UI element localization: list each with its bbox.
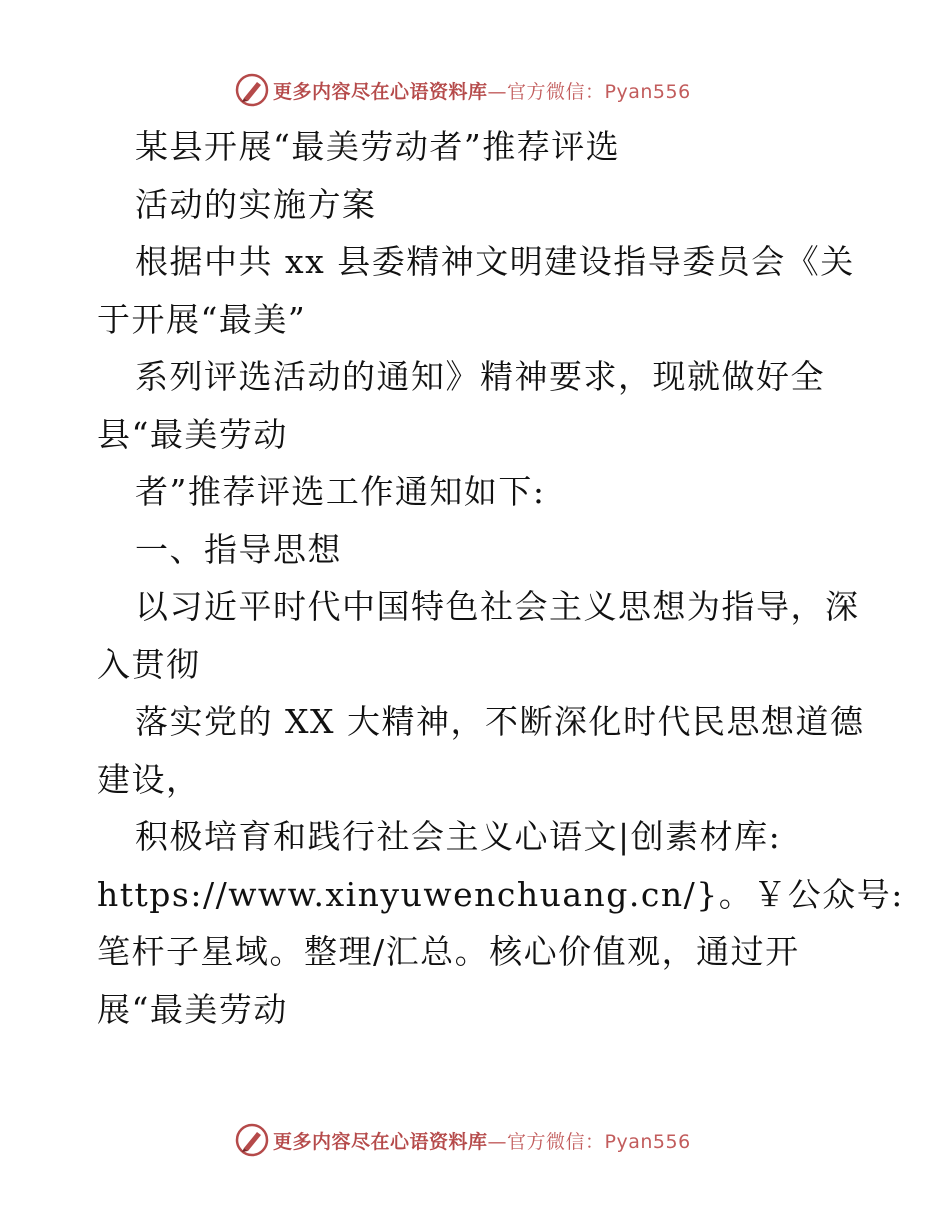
- footer-banner-text: [273, 1127, 691, 1154]
- paragraph-line: 入贯彻: [97, 644, 201, 684]
- paragraph-line: https://www.xinyuwenchuang.cn/}。￥公众号:: [97, 874, 904, 914]
- paragraph-line: 者”推荐评选工作通知如下:: [135, 472, 546, 511]
- header-banner-text: [273, 77, 691, 104]
- paragraph-line: 笔杆子星域。整理/汇总。核心价值观，通过开: [97, 932, 800, 971]
- pen-logo-icon: [235, 73, 269, 107]
- header-wechat-text: —官方微信：Pyan556: [487, 80, 691, 103]
- header-brand-text: 更多内容尽在心语资料库: [273, 80, 488, 103]
- document-title-line-1: 某县开展“最美劳动者”推荐评选: [135, 127, 621, 166]
- pen-logo-icon: [235, 1123, 269, 1157]
- footer-banner: [235, 1123, 755, 1157]
- document-title-line-2: 活动的实施方案: [135, 184, 377, 224]
- paragraph-line: 县“最美劳动: [97, 414, 288, 454]
- paragraph-line: 于开展“最美”: [97, 299, 307, 339]
- paragraph-line: 积极培育和践行社会主义心语文|创素材库:: [135, 817, 782, 856]
- paragraph-line: 落实党的 XX 大精神，不断深化时代民思想道德: [135, 702, 865, 741]
- paragraph-line: 建设，: [97, 759, 201, 799]
- header-banner: [235, 73, 755, 107]
- paragraph-line: 以习近平时代中国特色社会主义思想为指导，深: [135, 587, 860, 626]
- section-heading: 一、指导思想: [135, 529, 342, 569]
- paragraph-line: 根据中共 xx 县委精神文明建设指导委员会《关: [135, 242, 855, 281]
- paragraph-line: 展“最美劳动: [97, 989, 288, 1029]
- footer-wechat-text: —官方微信：Pyan556: [487, 1130, 691, 1153]
- footer-brand-text: 更多内容尽在心语资料库: [273, 1130, 488, 1153]
- document-body: [97, 118, 904, 1038]
- paragraph-line: 系列评选活动的通知》精神要求，现就做好全: [135, 357, 825, 396]
